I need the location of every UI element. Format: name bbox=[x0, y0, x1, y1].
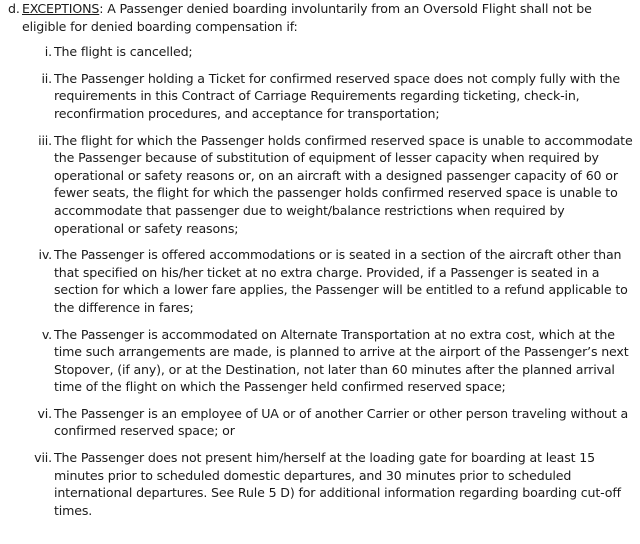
item-text: The Passenger does not present him/herself at the loading gate for boarding at least 15 minutes prior to scheduled domestic departures, and 30 minutes prior to scheduled international departures. See Rule 5 D) for additional information regarding boarding cut-off times. bbox=[54, 450, 621, 518]
item-number: ii. bbox=[41, 70, 52, 86]
item-text: The Passenger holding a Ticket for confirmed reserved space does not comply fully with the requirements in this Contract of Carriage Requirements regarding ticketing, check-in, reconfirmation procedures, and acceptance for transportation; bbox=[54, 70, 620, 121]
item-number: iii. bbox=[38, 132, 52, 148]
item-number: v. bbox=[41, 326, 52, 342]
item-number: vii. bbox=[34, 450, 52, 466]
list-item bbox=[4, 405, 636, 440]
item-number: vi. bbox=[37, 405, 52, 421]
item-text: The flight is cancelled; bbox=[54, 44, 193, 60]
list-item bbox=[4, 246, 636, 316]
exceptions-list bbox=[4, 43, 636, 519]
item-text: The Passenger is an employee of UA or of another Carrier or other person traveling without a confirmed reserved space; or bbox=[54, 405, 629, 439]
exceptions-paragraph bbox=[4, 0, 636, 35]
list-item bbox=[4, 43, 636, 61]
exceptions-heading: EXCEPTIONS bbox=[22, 1, 100, 16]
list-item bbox=[4, 132, 636, 238]
item-text: The Passenger is offered accommodations or is seated in a section of the aircraft other than that specified on his/her ticket at no extra charge. Provided, if a Passenger is seated in a section for which a lower fare applies, the Passenger will be entitled to a refund applicable to the difference in fares; bbox=[54, 247, 628, 315]
item-number: iv. bbox=[38, 247, 52, 263]
section-letter: d. bbox=[8, 1, 20, 16]
exceptions-intro: : A Passenger denied boarding involuntarily from an Oversold Flight shall not be eligible for denied boarding compensation if: bbox=[22, 1, 592, 34]
list-item bbox=[4, 70, 636, 123]
list-item bbox=[4, 449, 636, 519]
item-number: i. bbox=[44, 44, 52, 60]
item-text: The Passenger is accommodated on Alternate Transportation at no extra cost, which at the time such arrangements are made, is planned to arrive at the airport of the Passenger’s next Stopover, (if any), or at the Destination, not later than 60 minutes after the planned arrival time of the flight on which the Passenger held confirmed reserved space; bbox=[54, 326, 629, 395]
item-text: The flight for which the Passenger holds confirmed reserved space is unable to accommodate the Passenger because of substitution of equipment of lesser capacity when required by operational or safety reasons or, on an aircraft with a designed passenger capacity of 60 or fewer seats, the flight for which the passenger holds confirmed reserved space is unable to accommodate that passenger due to weight/balance restrictions when required by operational or safety reasons; bbox=[54, 132, 633, 236]
list-item bbox=[4, 326, 636, 396]
